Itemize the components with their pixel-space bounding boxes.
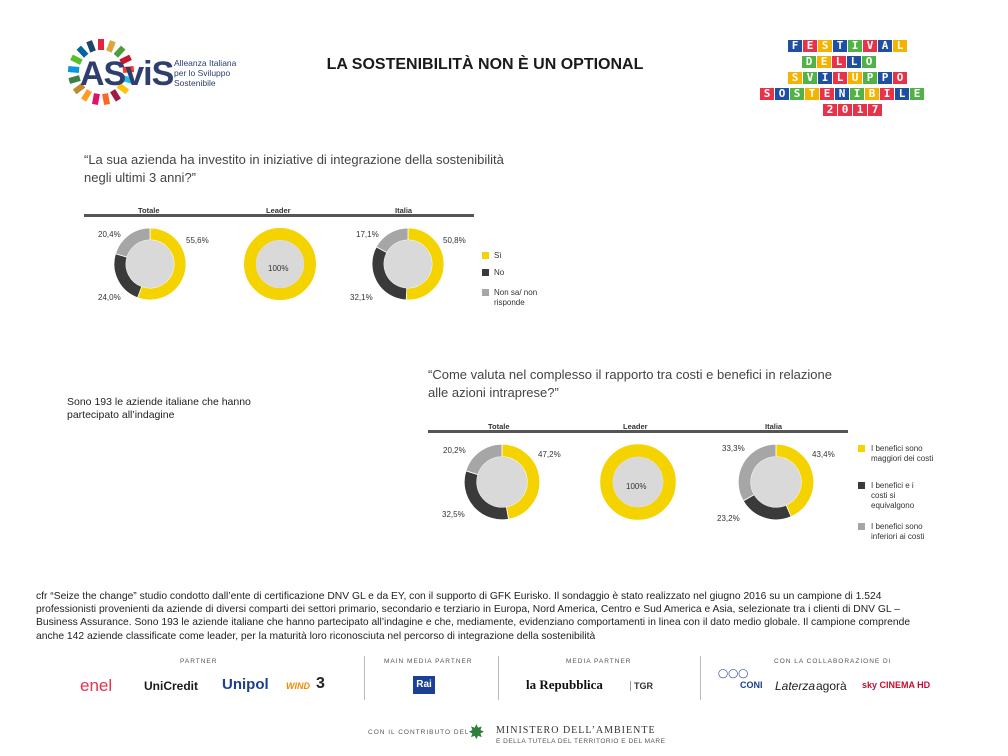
footer-divider-3	[700, 656, 701, 700]
media-partner-caption: MEDIA PARTNER	[566, 658, 632, 665]
survey2-totale-label-dark: 32,5%	[442, 510, 465, 519]
survey2-italia-label-yellow: 43,4%	[812, 450, 835, 459]
donut-center	[477, 457, 527, 507]
festival-letter: O	[775, 88, 789, 100]
festival-row	[802, 56, 876, 68]
survey1-leader-label: 100%	[268, 264, 289, 273]
festival-letter: U	[848, 72, 862, 84]
asvis-ring-segment	[69, 78, 80, 81]
asvis-ring-segment	[89, 41, 93, 51]
ministry-name: MINISTERO DELL’AMBIENTE	[496, 725, 656, 736]
festival-letter: L	[833, 72, 847, 84]
donut-center	[384, 240, 432, 288]
survey1-legend-yes: Sì	[494, 251, 502, 260]
survey2-legend-swatch-lower	[858, 523, 865, 530]
page-title: LA SOSTENIBILITÀ NON È UN OPTIONAL	[326, 56, 644, 73]
survey1-legend-swatch-yes	[482, 252, 489, 259]
festival-letter: O	[862, 56, 876, 68]
survey1-donut-italia	[368, 224, 448, 304]
survey1-question: “La sua azienda ha investito in iniziative di integrazione della sostenibilità negli ultimi 3 anni?”	[84, 152, 504, 185]
survey1-totale-label-dark: 24,0%	[98, 293, 121, 302]
agora-logo: agorà	[816, 679, 847, 693]
festival-letter: T	[833, 40, 847, 52]
survey1-totale-label-grey: 20,4%	[98, 230, 121, 239]
festival-letter: S	[818, 40, 832, 52]
survey2-italia-label-grey: 33,3%	[722, 444, 745, 453]
olympic-rings-icon: ◯◯◯	[718, 668, 749, 678]
coni-logo: CONI	[740, 680, 763, 690]
survey2-donut-totale	[460, 440, 544, 524]
footer-divider-2	[498, 656, 499, 700]
laterza-logo: Laterza	[775, 679, 816, 693]
survey2-legend-equal: I benefici e i costi si equivalgono	[871, 481, 915, 510]
festival-letter: V	[803, 72, 817, 84]
source-note: cfr “Seize the change” studio condotto dall’ente di certificazione DNV GL e da EY, con il supporto di GFK Eurisko. Il sondaggio è stato realizzato nel giugno 2016 su un campione di 1.524 professionisti provenienti da aziende di diversi comparti dei settori primario, secondario e terziario in Europa, Nord America, Centro e Sud America e Asia, selezionate tra i clienti di DNV GL – Business Assurance. Sono 193 le aziende italiane che hanno partecipato all’indagine e che, mediamente, evidenziano comportamenti in linea con il dato medio globale. Il campione comprende anche 142 aziende classificate come leader, per la maturità loro riconosciuta nel percorso di integrazione della sostenibilità	[36, 591, 911, 642]
asvis-subtitle: Alleanza Italiana per lo Sviluppo Sostenibile	[174, 58, 237, 88]
survey2-legend-greater: I benefici sono maggiori dei costi	[871, 444, 934, 463]
festival-letter: O	[893, 72, 907, 84]
festival-letter: D	[802, 56, 816, 68]
main-media-caption: MAIN MEDIA PARTNER	[384, 658, 473, 665]
contrib-caption: CON IL CONTRIBUTO DEL	[368, 729, 470, 736]
festival-row	[788, 72, 907, 84]
festival-letter: P	[878, 72, 892, 84]
survey1-legend-no: No	[494, 268, 505, 277]
festival-letter: S	[790, 88, 804, 100]
survey2-totale-label-yellow: 47,2%	[538, 450, 561, 459]
unipol-logo: Unipol	[222, 676, 269, 693]
survey2-leader-label: 100%	[626, 482, 647, 491]
wind-logo: WIND	[286, 681, 310, 691]
ministry-sub: E DELLA TUTELA DEL TERRITORIO E DEL MARE	[496, 738, 666, 745]
festival-row	[823, 104, 882, 116]
tgr-logo: TGR	[630, 681, 653, 691]
asvis-logo-text: ASviS	[80, 55, 174, 93]
asvis-ring-segment	[105, 94, 107, 105]
festival-letter: I	[848, 40, 862, 52]
festival-letter: S	[760, 88, 774, 100]
festival-letter: L	[895, 88, 909, 100]
festival-letter: E	[803, 40, 817, 52]
collab-caption: CON LA COLLABORAZIONE DI	[774, 658, 892, 665]
unicredit-logo: UniCredit	[144, 679, 198, 693]
survey1-group-italia: Italia	[395, 206, 413, 215]
survey1-donut-totale	[110, 224, 190, 304]
festival-letter: 0	[838, 104, 852, 116]
festival-letter: 7	[868, 104, 882, 116]
survey2-group-totale: Totale	[488, 422, 510, 431]
festival-letter: N	[835, 88, 849, 100]
festival-letter: I	[880, 88, 894, 100]
festival-letter: E	[817, 56, 831, 68]
festival-letter: L	[832, 56, 846, 68]
survey2-legend-lower: I benefici sono inferiori ai costi	[871, 522, 925, 541]
survey1-group-leader: Leader	[266, 206, 291, 215]
survey2-legend-swatch-greater	[858, 445, 865, 452]
survey1-legend-na: Non sa/ non risponde	[494, 288, 538, 307]
asvis-ring-segment	[68, 69, 79, 70]
partner-caption: PARTNER	[180, 658, 218, 665]
festival-letter: I	[818, 72, 832, 84]
festival-letter: B	[865, 88, 879, 100]
festival-letter: V	[863, 40, 877, 52]
survey2-question: “Come valuta nel complesso il rapporto tra costi e benefici in relazione alle azioni intraprese?”	[428, 367, 832, 400]
asvis-ring-segment	[95, 94, 97, 105]
survey2-totale-label-grey: 20,2%	[443, 446, 466, 455]
festival-letter: I	[850, 88, 864, 100]
survey1-italia-label-yellow: 50,8%	[443, 236, 466, 245]
festival-letter: E	[820, 88, 834, 100]
festival-letter: F	[788, 40, 802, 52]
festival-row	[788, 40, 907, 52]
tre-logo: 3	[316, 675, 325, 692]
enel-logo: enel	[80, 676, 113, 695]
donut-center	[126, 240, 174, 288]
festival-letter: 2	[823, 104, 837, 116]
festival-letter: A	[878, 40, 892, 52]
festival-letter: T	[805, 88, 819, 100]
festival-row	[760, 88, 924, 100]
survey1-totale-label-yellow: 55,6%	[186, 236, 209, 245]
survey1-italia-label-grey: 17,1%	[356, 230, 379, 239]
festival-letter: L	[893, 40, 907, 52]
festival-letter: L	[847, 56, 861, 68]
ministry-star-icon: ✸	[468, 722, 485, 744]
survey2-group-italia: Italia	[765, 422, 783, 431]
survey1-italia-label-dark: 32,1%	[350, 293, 373, 302]
donut-center	[751, 457, 801, 507]
festival-letter: E	[910, 88, 924, 100]
asvis-ring-segment	[109, 41, 113, 51]
survey2-donut-italia	[734, 440, 818, 524]
festival-letter: S	[788, 72, 802, 84]
survey2-italia-label-dark: 23,2%	[717, 514, 740, 523]
festival-logo	[760, 40, 940, 122]
repubblica-logo: la Repubblica	[526, 677, 603, 692]
survey1-group-totale: Totale	[138, 206, 160, 215]
sample-note: Sono 193 le aziende italiane che hanno partecipato all’indagine	[67, 396, 251, 421]
survey1-legend-swatch-na	[482, 289, 489, 296]
footer-divider-1	[364, 656, 365, 700]
festival-letter: 1	[853, 104, 867, 116]
sky-cinema-logo: sky CINEMA HD	[862, 680, 931, 690]
rai-logo: Rai	[413, 676, 435, 694]
survey1-legend-swatch-no	[482, 269, 489, 276]
survey2-legend-swatch-equal	[858, 482, 865, 489]
festival-letter: P	[863, 72, 877, 84]
survey2-group-leader: Leader	[623, 422, 648, 431]
